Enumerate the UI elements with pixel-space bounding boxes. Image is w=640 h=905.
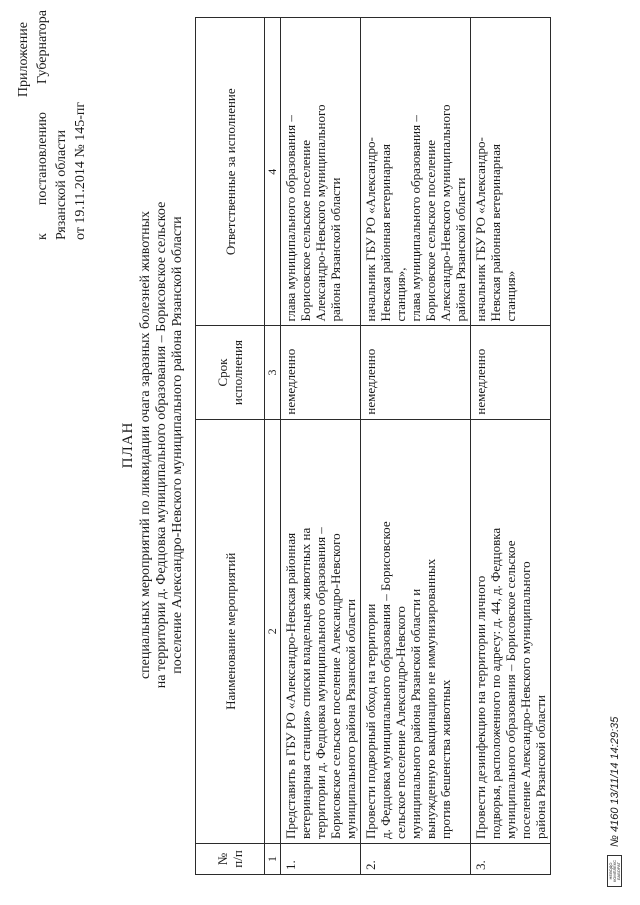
- responsible-line: станция»: [503, 270, 518, 322]
- row-task: [471, 419, 551, 843]
- row-number: 2.: [361, 843, 471, 874]
- responsible-line: станция»,: [393, 267, 408, 322]
- task-line: Борисовское сельское поселение Александро-Невского: [328, 533, 343, 839]
- table-header-row: [196, 18, 265, 875]
- responsible-line: Борисовское сельское поселение: [423, 139, 438, 322]
- task-line: вынужденную вакцинацию не иммунизированных: [423, 558, 438, 839]
- task-line: Провести подворный обход на территории: [363, 603, 378, 839]
- responsible-line: начальник ГБУ РО «Александро-: [473, 137, 488, 322]
- task-line: против бешенства животных: [438, 679, 453, 839]
- responsible-line: Александро-Невского муниципального: [438, 104, 453, 322]
- plan-table: [195, 17, 551, 875]
- column-header-task: Наименование мероприятий: [196, 419, 265, 843]
- task-line: Представить в ГБУ РО «Александро-Невская районная: [283, 532, 298, 839]
- row-deadline: немедленно: [281, 326, 361, 419]
- row-responsible: [281, 18, 361, 326]
- appendix-word: постановлению: [35, 112, 50, 206]
- row-responsible: [361, 18, 471, 326]
- task-line: подворья, расположенного по адресу: д. 44, д. Федцовка: [488, 527, 503, 839]
- row-deadline: немедленно: [361, 326, 471, 419]
- row-number: 1.: [281, 843, 361, 874]
- responsible-line: глава муниципального образования –: [408, 115, 423, 322]
- table-row: [471, 18, 551, 875]
- task-line: д. Федцовка муниципального образования – Борисовское: [378, 521, 393, 839]
- stamp-logo: НЕВОДО КОМПЛЕКС ЛАБОРАТ: [607, 855, 622, 887]
- appendix-line-2: Рязанской области: [54, 129, 69, 240]
- appendix-line-3: от 19.11.2014 № 145-пг: [73, 101, 88, 240]
- responsible-line: Невская районная ветеринарная: [488, 144, 503, 322]
- responsible-line: района Рязанской области: [328, 177, 343, 322]
- stamp-text: № 4160 13/11/14 14:29:35: [608, 716, 621, 847]
- appendix-word: к: [35, 233, 50, 240]
- task-line: сельское поселение Александро-Невского: [393, 606, 408, 839]
- responsible-line: начальник ГБУ РО «Александро-: [363, 137, 378, 322]
- document-subtitle-line: поселение Александро-Невского муниципального района Рязанской области: [170, 216, 185, 674]
- column-header-number: № п/п: [196, 843, 265, 874]
- appendix-line-1: [33, 10, 52, 240]
- column-number-row: [265, 18, 281, 875]
- document-subtitle-line: специальных мероприятий по ликвидации очага заразных болезней животных: [138, 210, 153, 680]
- responsible-line: Борисовское сельское поселение: [298, 139, 313, 322]
- row-task: [361, 419, 471, 843]
- document-title: ПЛАН: [120, 421, 136, 469]
- responsible-line: Александро-Невского муниципального: [313, 104, 328, 322]
- registration-stamp: [607, 717, 622, 887]
- task-line: территории д. Федцовка муниципального образования –: [313, 527, 328, 839]
- appendix-word: Губернатора: [35, 10, 50, 85]
- column-header-responsible: Ответственные за исполнение: [196, 18, 265, 326]
- column-number: 4: [265, 18, 281, 326]
- task-line: муниципального района Рязанской области: [343, 599, 358, 839]
- column-header-deadline: Срок исполнения: [196, 326, 265, 419]
- row-number: 3.: [471, 843, 551, 874]
- appendix-block: [14, 10, 90, 240]
- task-line: района Рязанской области: [533, 695, 548, 839]
- responsible-line: района Рязанской области: [453, 177, 468, 322]
- task-line: Провести дезинфекцию на территории личного: [473, 575, 488, 839]
- column-number: 1: [265, 843, 281, 874]
- row-responsible: [471, 18, 551, 326]
- column-number: 2: [265, 419, 281, 843]
- table-row: [281, 18, 361, 875]
- document-header: [120, 65, 186, 825]
- row-deadline: немедленно: [471, 326, 551, 419]
- table-row: [361, 18, 471, 875]
- responsible-line: глава муниципального образования –: [283, 115, 298, 322]
- task-line: муниципального образования – Борисовское сельское: [503, 540, 518, 839]
- responsible-line: Невская районная ветеринарная: [378, 144, 393, 322]
- column-number: 3: [265, 326, 281, 419]
- task-line: поселение Александро-Невского муниципального: [518, 561, 533, 839]
- task-line: муниципального района Рязанской области и: [408, 588, 423, 839]
- task-line: ветеринарная станция» списки владельцев животных на: [298, 527, 313, 839]
- document-subtitle-line: на территории д. Федцовка муниципального образования – Борисовское сельское: [154, 201, 169, 689]
- appendix-title: Приложение: [16, 22, 31, 98]
- row-task: [281, 419, 361, 843]
